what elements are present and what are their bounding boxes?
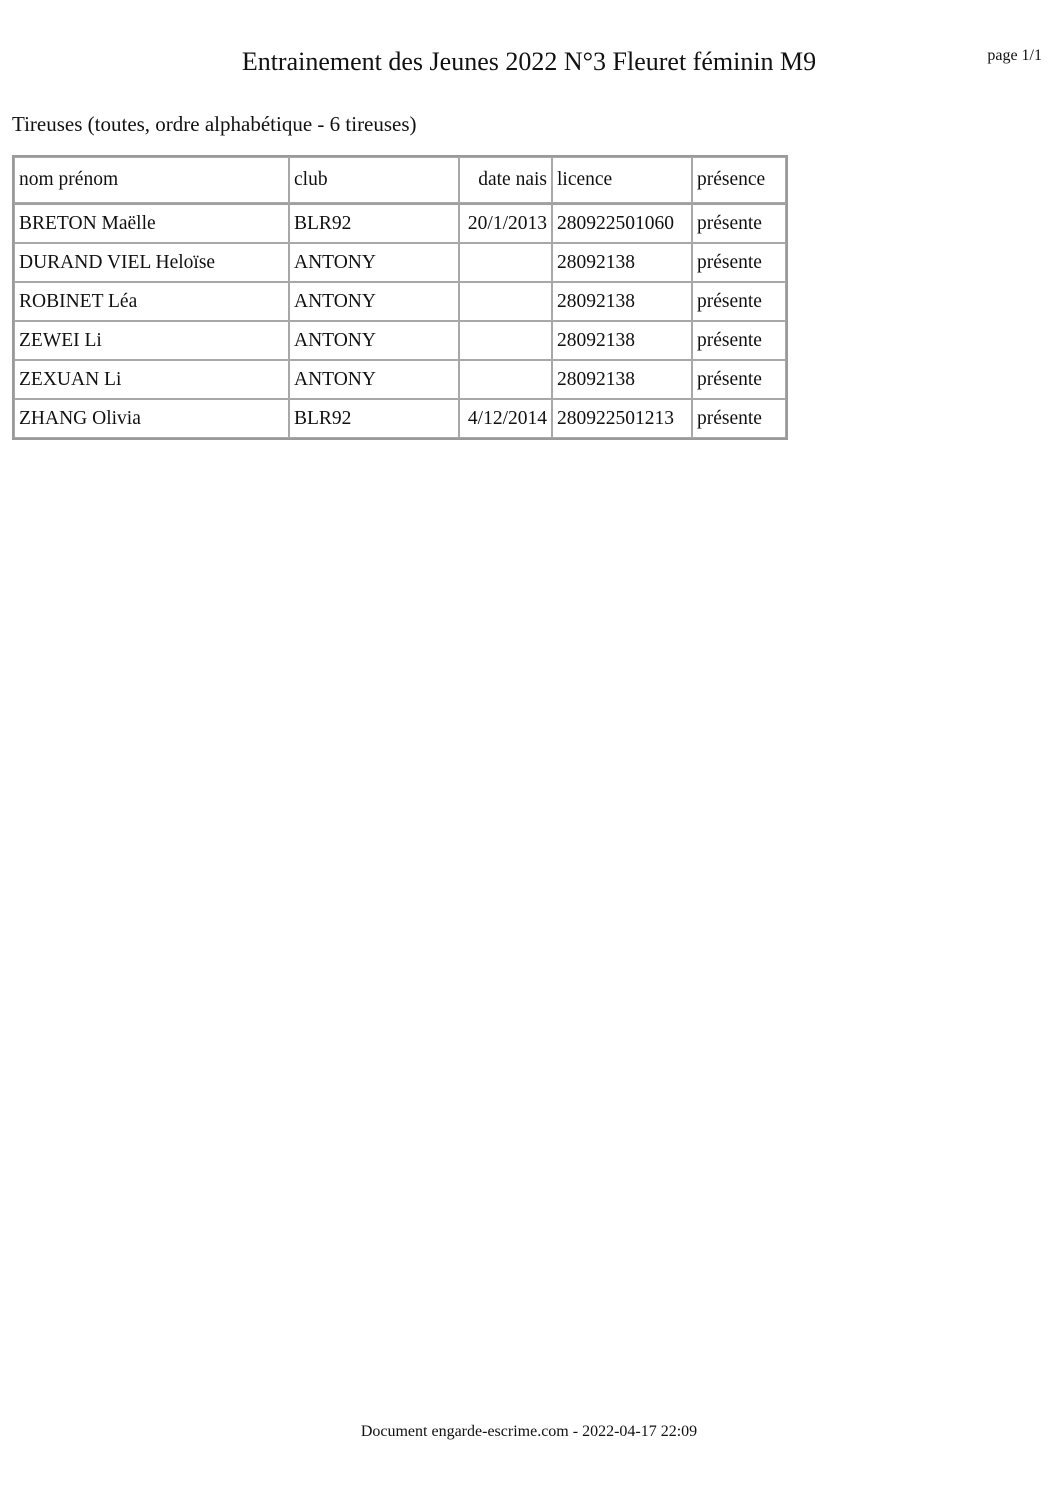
cell-licence: 28092138: [552, 360, 692, 399]
table-row: [14, 399, 786, 438]
cell-licence: 280922501060: [552, 203, 692, 243]
cell-licence: 28092138: [552, 282, 692, 321]
cell-presence: présente: [692, 243, 786, 282]
table-row: [14, 360, 786, 399]
cell-name: BRETON Maëlle: [14, 203, 289, 243]
cell-licence: 280922501213: [552, 399, 692, 438]
cell-birthdate: [459, 360, 552, 399]
cell-presence: présente: [692, 360, 786, 399]
column-header-licence: licence: [552, 157, 692, 203]
cell-name: DURAND VIEL Heloïse: [14, 243, 289, 282]
cell-name: ZHANG Olivia: [14, 399, 289, 438]
cell-club: ANTONY: [289, 321, 459, 360]
table-row: [14, 321, 786, 360]
cell-name: ZEXUAN Li: [14, 360, 289, 399]
cell-licence: 28092138: [552, 321, 692, 360]
cell-club: ANTONY: [289, 282, 459, 321]
cell-club: ANTONY: [289, 243, 459, 282]
section-heading: Tireuses (toutes, ordre alphabétique - 6 tireuses): [12, 112, 417, 136]
cell-licence: 28092138: [552, 243, 692, 282]
cell-name: ROBINET Léa: [14, 282, 289, 321]
cell-presence: présente: [692, 282, 786, 321]
table-row: [14, 243, 786, 282]
cell-presence: présente: [692, 203, 786, 243]
column-header-birthdate: date nais: [459, 157, 552, 203]
cell-birthdate: [459, 282, 552, 321]
cell-name: ZEWEI Li: [14, 321, 289, 360]
cell-birthdate: 4/12/2014: [459, 399, 552, 438]
table-row: [14, 282, 786, 321]
cell-birthdate: [459, 243, 552, 282]
cell-presence: présente: [692, 321, 786, 360]
page-number: page 1/1: [987, 47, 1042, 64]
cell-birthdate: 20/1/2013: [459, 203, 552, 243]
cell-presence: présente: [692, 399, 786, 438]
column-header-name: nom prénom: [14, 157, 289, 203]
table-header-row: [14, 157, 786, 203]
cell-club: BLR92: [289, 399, 459, 438]
cell-club: BLR92: [289, 203, 459, 243]
document-title: Entrainement des Jeunes 2022 N°3 Fleuret féminin M9: [241, 47, 817, 76]
table-row: [14, 203, 786, 243]
cell-club: ANTONY: [289, 360, 459, 399]
document-footer: Document engarde-escrime.com - 2022-04-17 22:09: [360, 1423, 698, 1440]
column-header-presence: présence: [692, 157, 786, 203]
cell-birthdate: [459, 321, 552, 360]
fencers-table: [12, 155, 788, 440]
column-header-club: club: [289, 157, 459, 203]
